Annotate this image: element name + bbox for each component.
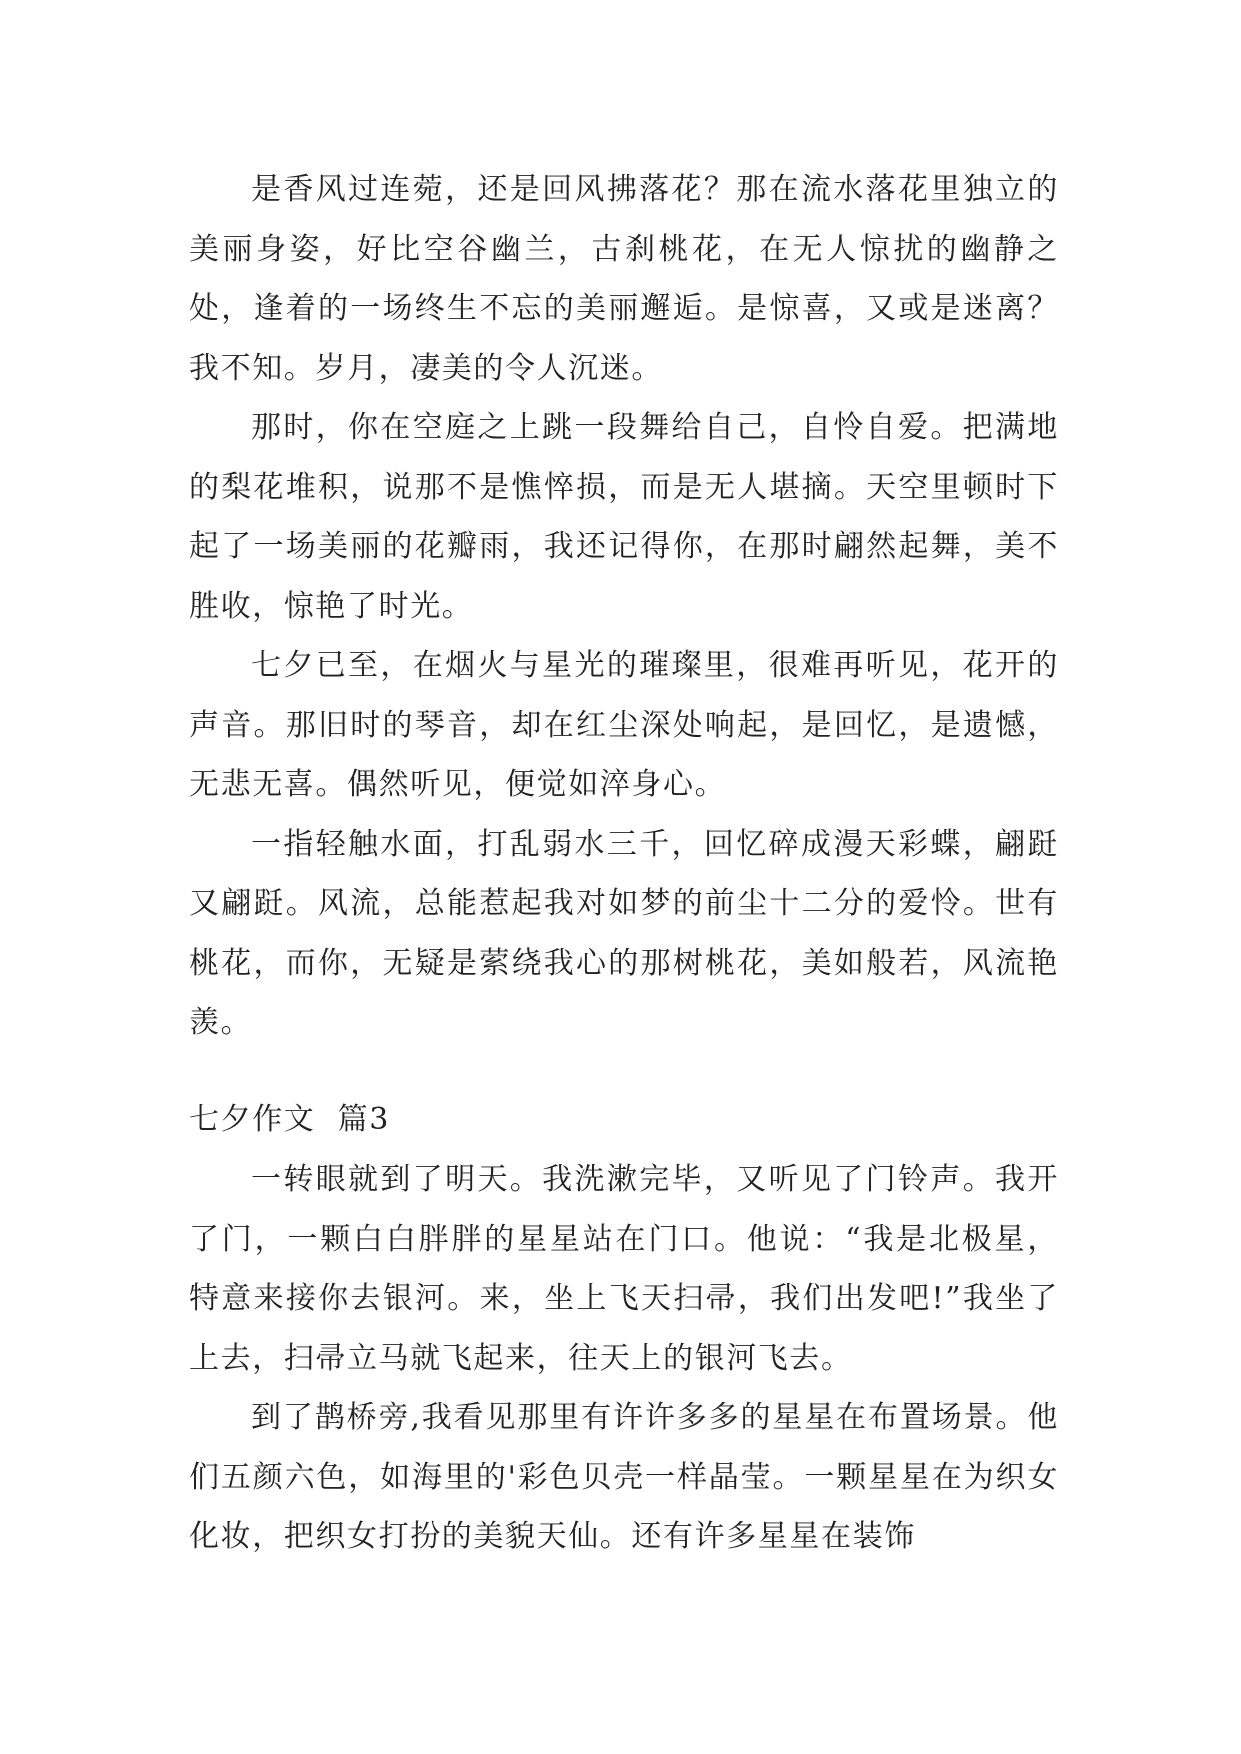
paragraph: 一转眼就到了明天。我洗漱完毕，又听见了门铃声。我开了门，一颗白白胖胖的星星站在门口。他说：“我是北极星，特意来接你去银河。来，坐上飞天扫帚，我们出发吧!”我坐了上去，扫帚立马就飞起来，往天上的银河飞去。 [189,1162,1059,1376]
paragraph: 到了鹊桥旁,我看见那里有许许多多的星星在布置场景。他们五颜六色，如海里的'彩色贝壳一样晶莹。一颗星星在为织女化妆，把织女打扮的美貌天仙。还有许多星星在装饰 [189,1400,1059,1554]
paragraph: 七夕已至，在烟火与星光的璀璨里，很难再听见，花开的声音。那旧时的琴音，却在红尘深处响起，是回忆，是遗憾，无悲无喜。偶然听见，便觉如淬身心。 [189,648,1059,802]
essay-section-previous [189,160,1059,1053]
paragraph: 一指轻触水面，打乱弱水三千，回忆碎成漫天彩蝶，翩跹又翩跹。风流，总能惹起我对如梦的前尘十二分的爱怜。世有桃花，而你，无疑是萦绕我心的那树桃花，美如般若，风流艳羡。 [189,826,1059,1040]
paragraph: 是香风过连菀，还是回风拂落花？那在流水落花里独立的美丽身姿，好比空谷幽兰，古刹桃花，在无人惊扰的幽静之处，逢着的一场终生不忘的美丽邂逅。是惊喜，又或是迷离？我不知。岁月，凄美的令人沉迷。 [189,172,1059,386]
section-heading: 七夕作文 篇3 [189,1102,390,1137]
essay-section-3 [189,1150,1059,1567]
paragraph: 那时，你在空庭之上跳一段舞给自己，自怜自爱。把满地的梨花堆积，说那不是憔悴损，而是无人堪摘。天空里顿时下起了一场美丽的花瓣雨，我还记得你，在那时翩然起舞，美不胜收，惊艳了时光。 [189,410,1059,624]
